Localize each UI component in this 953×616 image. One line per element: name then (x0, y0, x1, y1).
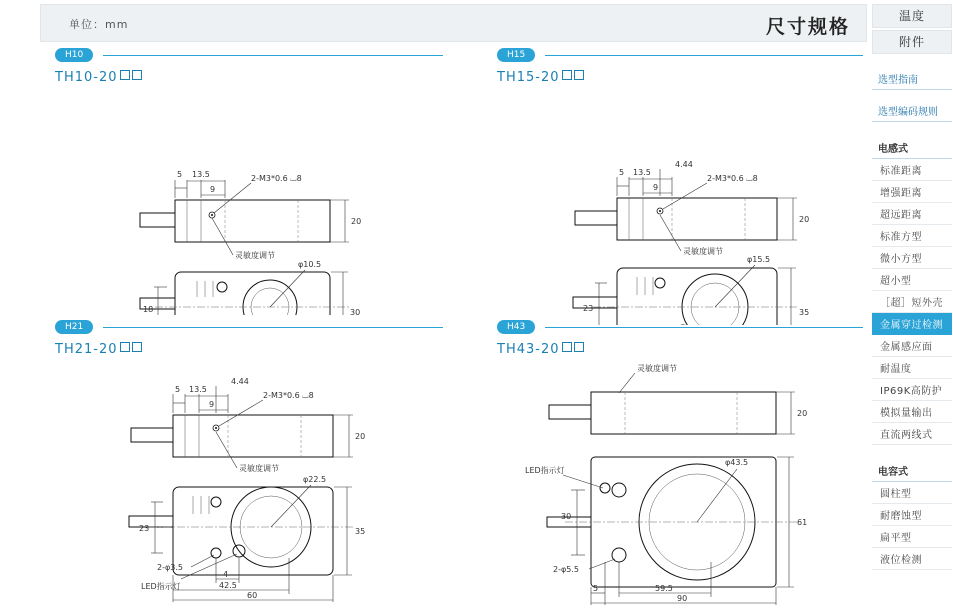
panel-h10-tag-line (103, 55, 443, 56)
sidebar-item-dc-two-wire[interactable]: 直流两线式 (872, 423, 952, 445)
sidebar-item-temperature-resistant[interactable]: 耐温度 (872, 357, 952, 379)
dim-18: 18 (143, 305, 154, 314)
dim-5: 5 (619, 168, 625, 177)
sidebar-item-wear-resistant[interactable]: 耐磨蚀型 (872, 504, 952, 526)
placeholder-box-icon (120, 70, 130, 80)
placeholder-box-icon (574, 70, 584, 80)
label-thread: 2-M3*0.6 ⌴8 (707, 174, 758, 183)
panel-h15-drawing (497, 85, 897, 325)
sidebar-item-analog-output[interactable]: 模拟量输出 (872, 401, 952, 423)
sidebar-item-standard-distance[interactable]: 标准距离 (872, 159, 952, 181)
page-title: 尺寸规格 (765, 16, 850, 38)
dim-5: 5 (175, 385, 181, 394)
dim-13-5: 13.5 (633, 168, 651, 177)
dim-diameter: φ10.5 (298, 260, 322, 269)
panel-h15-tag-row (497, 48, 897, 62)
dim-35: 35 (799, 308, 810, 317)
sidebar-item-level-detection[interactable]: 液位检测 (872, 548, 952, 570)
panel-h21-drawing (55, 357, 455, 607)
panel-h21-model (55, 342, 455, 357)
panel-h10-drawing (55, 85, 455, 315)
panel-h43 (497, 320, 897, 607)
panel-h15-model (497, 70, 897, 85)
dim-35: 35 (355, 527, 366, 536)
panel-h10-model-text: TH10-20 (55, 70, 118, 85)
panel-h10 (55, 48, 455, 315)
dim-5: 5 (177, 170, 183, 179)
panel-h43-tag-line (545, 327, 863, 328)
panel-h21-tag-row (55, 320, 455, 334)
sidebar-item-metal-sensing-face[interactable]: 金属感应面 (872, 335, 952, 357)
placeholder-box-icon (120, 342, 130, 352)
placeholder-box-icon (132, 70, 142, 80)
panel-h21-model-text: TH21-20 (55, 342, 118, 357)
sidebar-item-mini-square[interactable]: 微小方型 (872, 247, 952, 269)
dim-23: 23 (583, 304, 594, 313)
dim-20: 20 (797, 409, 808, 418)
panel-h10-tag-row (55, 48, 455, 62)
panel-h15-tag: H15 (497, 48, 535, 62)
label-sensitivity: 灵敏度调节 (637, 364, 677, 373)
panel-h43-drawing (497, 357, 897, 607)
dim-13-5: 13.5 (192, 170, 210, 179)
panel-h21-tag: H21 (55, 320, 93, 334)
panel-h43-tag: H43 (497, 320, 535, 334)
dim-diameter: φ43.5 (725, 458, 749, 467)
panel-h21 (55, 320, 455, 607)
sidebar-item-ultra-distance[interactable]: 超远距离 (872, 203, 952, 225)
panel-h21-tag-line (103, 327, 443, 328)
sidebar-item-accessories[interactable]: 附件 (872, 30, 952, 54)
sidebar-item-coding-rules[interactable]: 选型编码规则 (872, 100, 952, 122)
sidebar-top-group (872, 4, 952, 54)
unit-label: 单位：mm (69, 18, 129, 31)
panel-h43-model-text: TH43-20 (497, 342, 560, 357)
label-thread: 2-M3*0.6 ⌴8 (263, 391, 314, 400)
panel-h43-model (497, 342, 897, 357)
sidebar-item-flat[interactable]: 扁平型 (872, 526, 952, 548)
dim-4-44: 4.44 (675, 160, 693, 169)
sidebar-item-temperature[interactable]: 温度 (872, 4, 952, 28)
dim-5: 5 (593, 584, 599, 593)
dim-61: 61 (797, 518, 808, 527)
dim-20: 20 (799, 215, 810, 224)
sidebar-item-selection-guide[interactable]: 选型指南 (872, 68, 952, 90)
dim-30: 30 (350, 308, 361, 315)
dim-30: 30 (561, 512, 572, 521)
dim-9: 9 (209, 400, 215, 409)
sidebar-item-ultra-small[interactable]: 超小型 (872, 269, 952, 291)
sidebar-section-heading-capacitive: 电容式 (872, 459, 952, 482)
dim-13-5: 13.5 (189, 385, 207, 394)
sidebar-item-cylindrical[interactable]: 圆柱型 (872, 482, 952, 504)
label-sensitivity: 灵敏度调节 (683, 247, 723, 256)
dim-4: 4 (223, 570, 229, 579)
placeholder-box-icon (562, 70, 572, 80)
placeholder-box-icon (574, 342, 584, 352)
dim-59-5: 59.5 (655, 584, 673, 593)
sidebar-item-standard-square[interactable]: 标准方型 (872, 225, 952, 247)
dim-4-44: 4.44 (231, 377, 249, 386)
label-sensitivity: 灵敏度调节 (239, 464, 279, 473)
placeholder-box-icon (132, 342, 142, 352)
dim-20: 20 (355, 432, 366, 441)
label-led: LED指示灯 (141, 582, 181, 591)
dim-23: 23 (139, 524, 150, 533)
dim-9: 9 (210, 185, 216, 194)
panel-h15-tag-line (545, 55, 863, 56)
label-sensitivity: 灵敏度调节 (235, 251, 275, 260)
label-thread: 2-M3*0.6 ⌴8 (251, 174, 302, 183)
sidebar-item-short-housing[interactable]: ［超］短外壳 (872, 291, 952, 313)
dim-60: 60 (247, 591, 258, 600)
panel-h43-tag-row (497, 320, 897, 334)
sidebar-item-metal-through-detection[interactable]: 金属穿过检测 (872, 313, 952, 335)
dim-9: 9 (653, 183, 659, 192)
placeholder-box-icon (562, 342, 572, 352)
dim-42-5: 42.5 (219, 581, 237, 590)
sidebar-item-ip69k[interactable]: IP69K高防护 (872, 379, 952, 401)
panel-h15 (497, 48, 897, 325)
dim-20: 20 (351, 217, 362, 226)
page-header (40, 4, 867, 42)
label-led: LED指示灯 (525, 466, 565, 475)
label-holes: 2-φ5.5 (553, 565, 579, 574)
dim-90: 90 (677, 594, 688, 603)
sidebar-item-extended-distance[interactable]: 增强距离 (872, 181, 952, 203)
panel-h10-tag: H10 (55, 48, 93, 62)
dim-diameter: φ15.5 (747, 255, 771, 264)
label-holes: 2-φ3.5 (157, 563, 183, 572)
sidebar-section-heading-inductive: 电感式 (872, 136, 952, 159)
panel-h10-model (55, 70, 455, 85)
panel-h15-model-text: TH15-20 (497, 70, 560, 85)
dim-diameter: φ22.5 (303, 475, 327, 484)
